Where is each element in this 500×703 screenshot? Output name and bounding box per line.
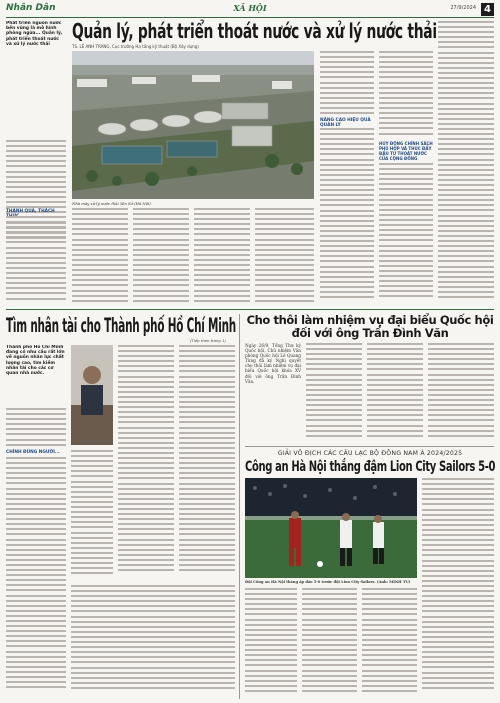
article2-continued: (Tiếp theo trang 1)	[190, 338, 226, 343]
article3-body-col4	[428, 343, 494, 443]
article3-body-col2	[306, 343, 362, 443]
article1-subhead-4: HUY ĐỘNG CHÍNH SÁCH PHÙ HỢP VÀ THÚC ĐẨY ĐẦU TƯ THOÁT NƯỚC	[379, 141, 433, 156]
article2-subhead: CHÍNH ĐÚNG NGƯỜI...	[6, 450, 60, 455]
article1-subhead-5: CỦA CỘNG ĐỒNG	[379, 156, 418, 161]
article2-photo	[71, 345, 113, 445]
newspaper-brand: Nhân Dân	[6, 3, 56, 13]
issue-date: 27/9/2024	[450, 5, 476, 11]
article1-body-col4	[194, 208, 250, 304]
article4-body-col-right	[422, 478, 494, 696]
article1-sapo: Phát triển nguồn nước bền vững là mô hình phòng ngừa... Quản lý, phát triển thoát nước và xử lý nước thải	[6, 21, 63, 47]
column-rule	[239, 314, 240, 699]
article4-photo-caption: Đội Công an Hà Nội thắng áp đảo 5-0 trước đội Lion City Sailors. (Ảnh: MINH TÚ)	[245, 580, 411, 584]
aerial-photo-wastewater-plant	[72, 51, 314, 199]
article4-body-col1	[245, 588, 297, 696]
article2-body-col1a	[6, 408, 66, 448]
article3-body-col3	[367, 343, 423, 443]
article1-body-col7b	[379, 163, 433, 304]
article2-body-col2	[118, 345, 174, 580]
article1-body-col5	[255, 208, 314, 304]
article1-byline: TS. LÊ ANH TRANG, Cục trưởng Hạ tầng kỹ thuật (Bộ Xây dựng)	[72, 44, 199, 49]
football-match-photo	[245, 478, 417, 578]
article4-body-col3	[362, 588, 417, 696]
page-header	[6, 3, 494, 18]
article2-body-bottom	[71, 585, 235, 695]
article1-body-col6a	[320, 51, 374, 116]
article1-body-col1b	[6, 216, 66, 304]
article2-title: Tìm nhân tài cho Thành phố Hồ Chí Minh	[6, 314, 237, 337]
section-title: XÃ HỘI	[233, 3, 267, 13]
page-number: 4	[481, 3, 494, 16]
article4-kicker: GIẢI VÔ ĐỊCH CÁC CÂU LẠC BỘ ĐÔNG NAM Á 2024/2025	[277, 450, 463, 457]
article4-body-col2	[302, 588, 357, 696]
article3-body-intro: Ngày 26/9, Tổng Thư ký Quốc hội, Chủ nhiệm Văn phòng Quốc hội Lê Quang Tùng đã ký Nghị quyết cho thôi làm nhiệm vụ đại biểu Quốc hội khóa XV đối với ông Trần Đình Văn.	[245, 343, 301, 384]
article1-photo-caption: Nhà máy xử lý nước thải Yên Sở (Hà Nội).	[72, 201, 152, 206]
article1-body-col6b	[320, 128, 374, 304]
article2-body-col1b	[6, 457, 66, 695]
article2-body-col2b	[71, 450, 113, 580]
article1-title: Quản lý, phát triển thoát nước và xử lý nước thải	[72, 19, 437, 43]
sub-divider	[245, 446, 494, 447]
article1-body-col7a	[379, 51, 433, 139]
article2-body-col3	[179, 345, 235, 580]
article4-title: Công an Hà Nội thắng đậm Lion City Sailors 5-0	[245, 459, 496, 475]
section-divider	[6, 309, 494, 310]
article1-body-col3	[133, 208, 189, 304]
article2-sapo: Thành phố Hồ Chí Minh đang có nhu cầu rất lớn về nguồn nhân lực chất lượng cao, tìm kiếm nhân tài cho các cơ quan nhà nước.	[6, 345, 65, 377]
article1-body-col2	[72, 208, 128, 304]
article1-subhead-1: THÀNH QUẢ, THÁCH	[6, 209, 55, 214]
article1-subhead-2: NÂNG CAO HIỆU QUẢ QUẢN LÝ	[320, 118, 371, 128]
article3-title: Cho thôi làm nhiệm vụ đại biểu Quốc hội đối với ông Trần Đình Văn	[246, 313, 494, 340]
article1-body-col8	[438, 21, 494, 304]
